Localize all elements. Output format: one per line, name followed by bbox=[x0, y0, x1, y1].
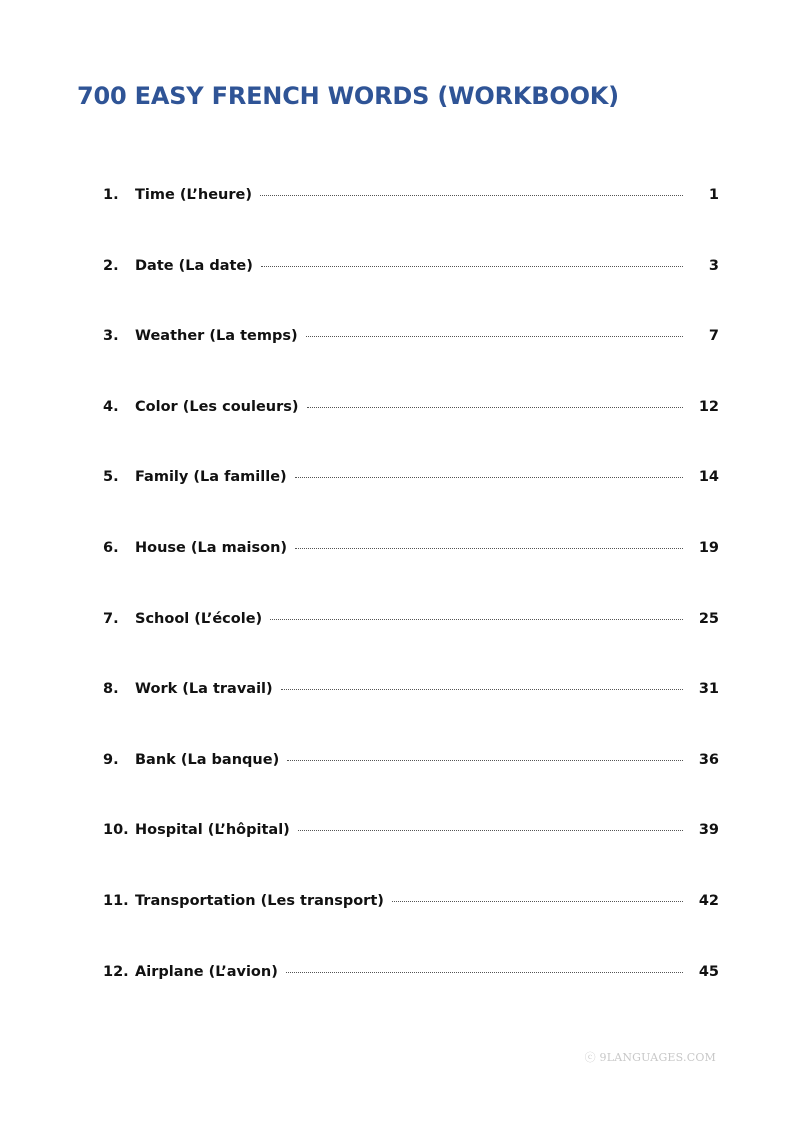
toc-entry-number: 6. bbox=[103, 539, 119, 556]
toc-entry-number: 11. bbox=[103, 892, 129, 909]
toc-entry-number: 10. bbox=[103, 822, 129, 839]
toc-entry-label: School (L’école) bbox=[135, 610, 263, 627]
toc-entry-page: 7 bbox=[708, 328, 719, 345]
toc-entry[interactable] bbox=[103, 681, 719, 752]
toc-entry-page: 39 bbox=[698, 822, 719, 839]
toc-entry-page: 31 bbox=[698, 681, 719, 698]
toc-entry-number: 1. bbox=[103, 187, 119, 203]
dot-leader bbox=[307, 407, 683, 408]
toc-entry-label: Date (La date) bbox=[135, 257, 253, 274]
toc-entry[interactable] bbox=[103, 752, 719, 823]
toc-entry-page: 12 bbox=[698, 398, 719, 415]
toc-entry[interactable] bbox=[103, 399, 719, 470]
toc-entry-label: Time (L’heure) bbox=[135, 187, 252, 203]
toc-entry-page: 19 bbox=[698, 539, 719, 556]
toc-entry-page: 45 bbox=[698, 963, 719, 980]
toc-entry-number: 4. bbox=[103, 398, 119, 415]
toc-entry-number: 3. bbox=[103, 328, 119, 345]
dot-leader bbox=[261, 266, 683, 267]
toc-entry-number: 5. bbox=[103, 469, 119, 486]
toc-entry[interactable] bbox=[103, 540, 719, 611]
toc-entry-label: Weather (La temps) bbox=[135, 328, 298, 345]
toc-entry[interactable] bbox=[103, 328, 719, 399]
toc-entry-page: 25 bbox=[698, 610, 719, 627]
dot-leader bbox=[306, 336, 683, 337]
toc-entry[interactable] bbox=[103, 611, 719, 682]
toc-entry[interactable] bbox=[103, 964, 719, 1035]
toc-entry-label: Work (La travail) bbox=[135, 681, 273, 698]
table-of-contents bbox=[103, 187, 719, 1034]
dot-leader bbox=[281, 689, 683, 690]
copyright-watermark: ⓒ 9LANGUAGES.COM bbox=[584, 1051, 716, 1064]
toc-entry-number: 7. bbox=[103, 610, 119, 627]
toc-entry-number: 12. bbox=[103, 963, 129, 980]
toc-entry[interactable] bbox=[103, 469, 719, 540]
toc-entry[interactable] bbox=[103, 893, 719, 964]
toc-entry-label: Color (Les couleurs) bbox=[135, 398, 299, 415]
toc-entry-label: Bank (La banque) bbox=[135, 751, 280, 768]
toc-entry-label: House (La maison) bbox=[135, 539, 288, 556]
toc-entry-number: 8. bbox=[103, 681, 119, 698]
toc-entry-page: 14 bbox=[698, 469, 719, 486]
toc-entry-label: Family (La famille) bbox=[135, 469, 287, 486]
dot-leader bbox=[286, 972, 683, 973]
dot-leader bbox=[287, 760, 683, 761]
page-title: 700 EASY FRENCH WORDS (WORKBOOK) bbox=[77, 82, 619, 110]
toc-entry[interactable] bbox=[103, 822, 719, 893]
toc-entry[interactable] bbox=[103, 187, 719, 258]
toc-entry-page: 3 bbox=[708, 257, 719, 274]
dot-leader bbox=[392, 901, 683, 902]
toc-entry[interactable] bbox=[103, 258, 719, 329]
toc-entry-page: 36 bbox=[698, 751, 719, 768]
toc-entry-label: Airplane (L’avion) bbox=[135, 963, 278, 980]
dot-leader bbox=[295, 477, 683, 478]
toc-entry-page: 1 bbox=[708, 187, 719, 203]
toc-entry-number: 9. bbox=[103, 751, 119, 768]
dot-leader bbox=[260, 195, 683, 196]
toc-entry-number: 2. bbox=[103, 257, 119, 274]
toc-entry-page: 42 bbox=[698, 892, 719, 909]
dot-leader bbox=[298, 830, 683, 831]
dot-leader bbox=[270, 619, 683, 620]
dot-leader bbox=[295, 548, 683, 549]
toc-entry-label: Transportation (Les transport) bbox=[135, 892, 384, 909]
toc-entry-label: Hospital (L’hôpital) bbox=[135, 822, 290, 839]
